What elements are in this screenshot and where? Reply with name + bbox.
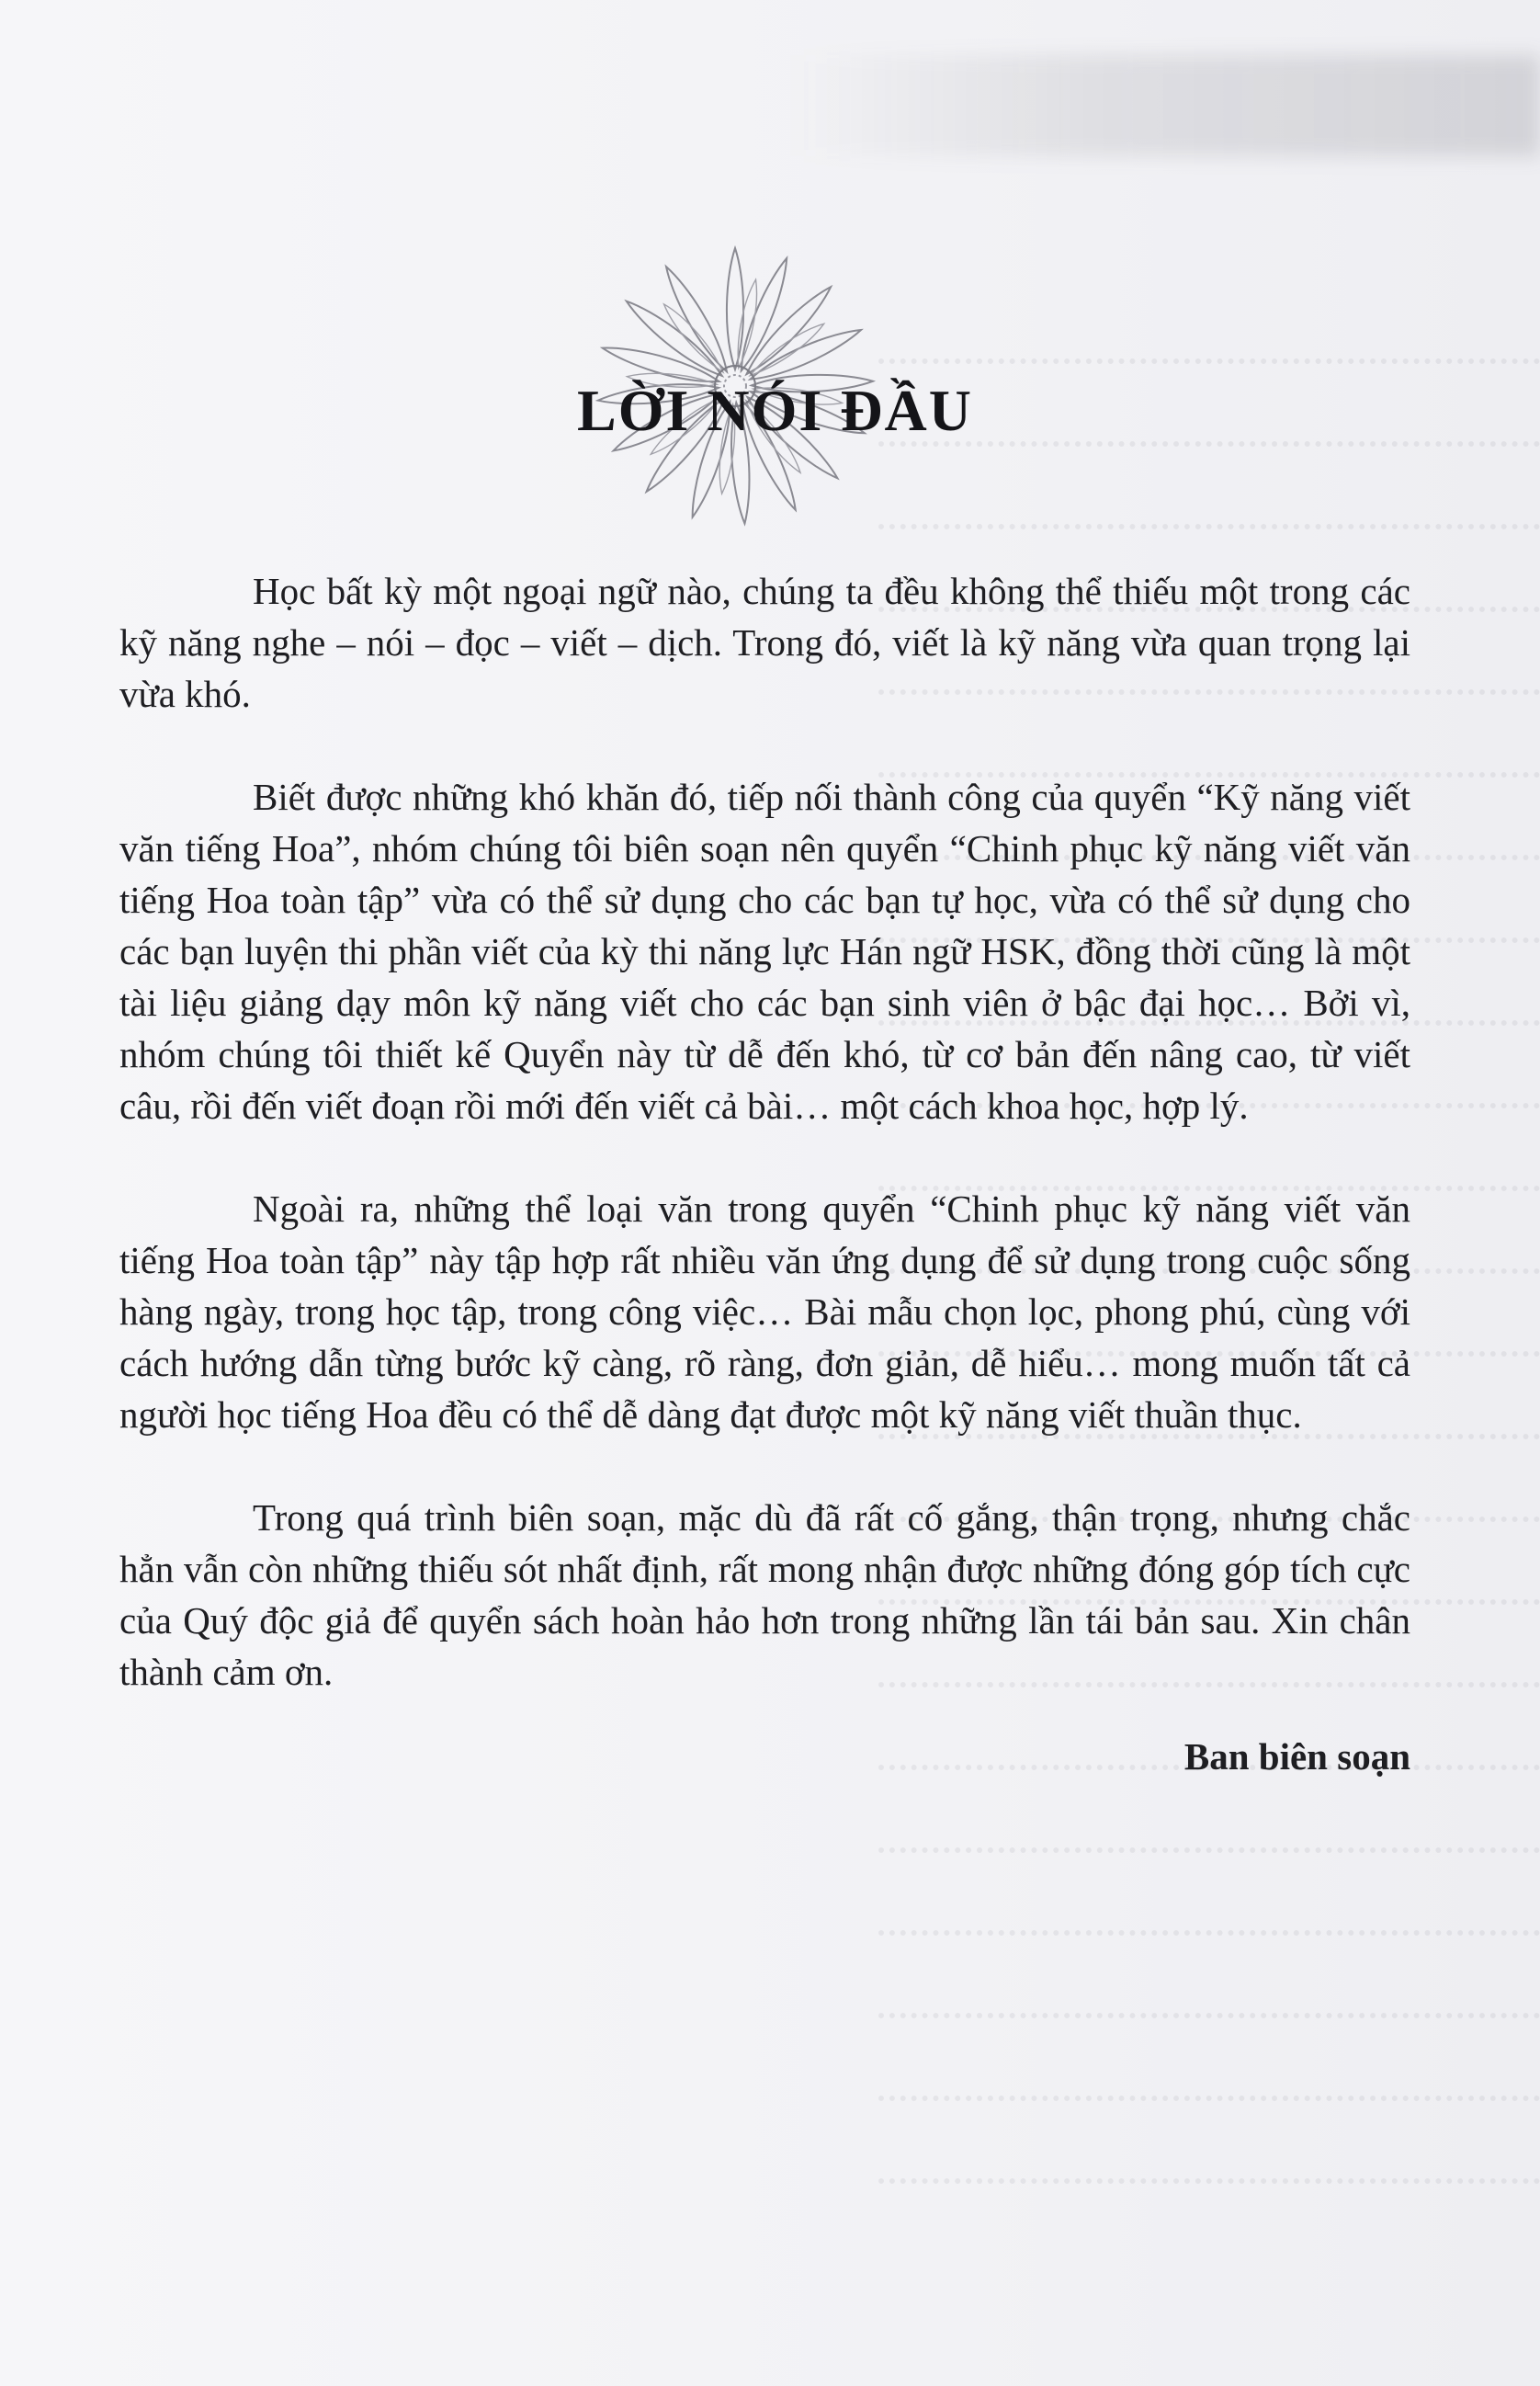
page-title: LỜI NÓI ĐẦU — [577, 378, 973, 443]
preface-body — [119, 565, 1410, 1782]
paragraph-2: Biết được những khó khăn đó, tiếp nối thành công của quyển “Kỹ năng viết văn tiếng Hoa”, nhóm chúng tôi biên soạn nên quyển “Chinh phục kỹ năng viết văn tiếng Hoa toàn tập” vừa có thể sử dụng cho các bạn tự học, vừa có thể sử dụng cho các bạn luyện thi phần viết của kỳ thi năng lực Hán ngữ HSK, đồng thời cũng là một tài liệu giảng dạy môn kỹ năng viết cho các bạn sinh viên ở bậc đại học… Bởi vì, nhóm chúng tôi thiết kế Quyển này từ dễ đến khó, từ cơ bản đến nâng cao, từ viết câu, rồi đến viết đoạn rồi mới đến viết cả bài… một cách khoa học, hợp lý. — [119, 776, 1410, 1127]
signature: Ban biên soạn — [1183, 1735, 1410, 1778]
page-smudge — [787, 55, 1540, 156]
paragraph-3: Ngoài ra, những thể loại văn trong quyển “Chinh phục kỹ năng viết văn tiếng Hoa toàn tập” này tập hợp rất nhiều văn ứng dụng để sử dụng trong cuộc sống hàng ngày, trong học tập, trong công việc… Bài mẫu chọn lọc, phong phú, cùng với cách hướng dẫn từng bước kỹ càng, rõ ràng, đơn giản, dễ hiểu… mong muốn tất cả người học tiếng Hoa đều có thể dễ dàng đạt được một kỹ năng viết thuần thục. — [119, 1187, 1410, 1436]
paragraph-1: Học bất kỳ một ngoại ngữ nào, chúng ta đều không thể thiếu một trong các kỹ năng nghe – nói – đọc – viết – dịch. Trong đó, viết là kỹ năng vừa quan trọng lại vừa khó. — [119, 570, 1410, 715]
paragraph-4: Trong quá trình biên soạn, mặc dù đã rất cố gắng, thận trọng, nhưng chắc hẳn vẫn còn những thiếu sót nhất định, rất mong nhận được những đóng góp tích cực của Quý độc giả để quyển sách hoàn hảo hơn trong những lần tái bản sau. Xin chân thành cảm ơn. — [119, 1496, 1410, 1693]
